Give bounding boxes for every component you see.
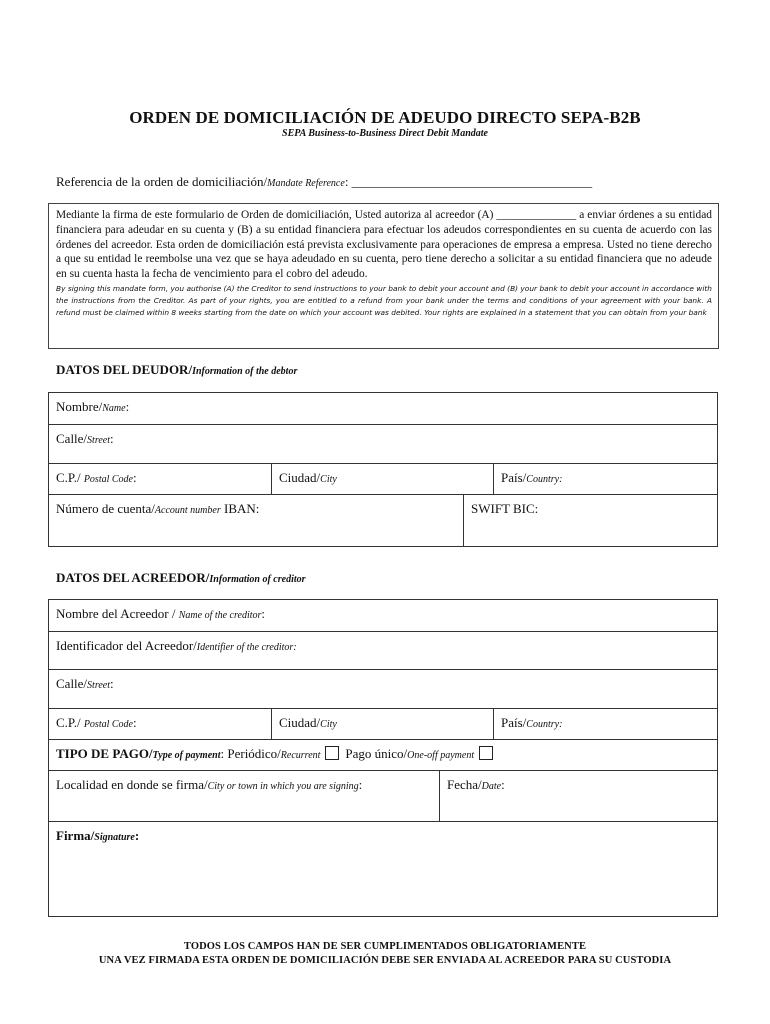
creditor-name-label-en: Name of the creditor [178, 610, 262, 621]
debtor-street-colon: : [110, 431, 114, 446]
debtor-name-label-en: Name [102, 403, 126, 414]
footer-mandatory-note: TODOS LOS CAMPOS HAN DE SER CUMPLIMENTADOS OBLIGATORIAMENTE [183, 941, 587, 952]
creditor-street-row [49, 670, 717, 709]
signing-city-label: Localidad en donde se firma/ [56, 777, 208, 792]
debtor-city-label: Ciudad/ [279, 470, 321, 485]
creditor-country-label: País/ [501, 715, 527, 730]
payment-type-field [49, 740, 717, 770]
signing-city-label-en: City or town in which you are signing [207, 781, 359, 792]
signature-field[interactable] [49, 822, 717, 916]
debtor-city-field[interactable] [271, 464, 493, 494]
mandate-terms-box [48, 203, 719, 349]
creditor-section-label-en: Information of creditor [209, 574, 306, 585]
debtor-name-field[interactable] [49, 393, 717, 424]
creditor-name-colon: : [261, 606, 266, 621]
debtor-section-label-en: Information of the debtor [192, 366, 298, 377]
debtor-street-field[interactable] [49, 425, 717, 463]
creditor-postal-code-label: C.P./ [56, 715, 81, 730]
signature-label-en: Signature [94, 832, 135, 843]
creditor-name-field[interactable] [49, 600, 717, 631]
creditor-city-label: Ciudad/ [279, 715, 321, 730]
signing-date-label: Fecha/ [447, 777, 482, 792]
mandate-terms-en: By signing this mandate form, you authorise (A) the Creditor to send instructions to your bank to debit your account and (B) your bank to debit your account in accordance with the instructions from the Creditor. As part of your rights, you are entitled to a refund from your bank under the terms and conditions of your agreement with your bank. A refund must be claimed within 8 weeks starting from the date on which your account was debited. Your rights are explained in a statement that you can obtain from your bank [56, 283, 712, 318]
debtor-postal-code-field[interactable] [49, 464, 271, 494]
one-off-checkbox[interactable] [479, 746, 493, 760]
debtor-section-label: DATOS DEL DEUDOR/ [56, 362, 193, 377]
debtor-section-title [56, 362, 297, 378]
signature-row [49, 822, 717, 916]
creditor-section-title [56, 570, 306, 586]
debtor-city-label-en: City [320, 474, 337, 485]
signature-label: Firma/ [56, 828, 95, 843]
debtor-street-row [49, 425, 717, 464]
debtor-name-colon: : [125, 399, 130, 414]
creditor-street-colon: : [110, 676, 114, 691]
debtor-account-row [49, 495, 717, 546]
signing-place-row [49, 771, 717, 822]
page-subtitle: SEPA Business-to-Business Direct Debit Mandate [282, 128, 488, 139]
creditor-postal-code-label-en: Postal Code [83, 719, 133, 730]
debtor-country-label-en: Country: [526, 474, 563, 485]
debtor-postal-code-colon: : [133, 470, 137, 485]
debtor-country-field[interactable] [493, 464, 717, 494]
creditor-street-label: Calle/ [56, 676, 88, 691]
creditor-street-field[interactable] [49, 670, 717, 708]
debtor-postal-code-label: C.P./ [56, 470, 81, 485]
creditor-form [48, 599, 718, 917]
debtor-iban-label: IBAN: [220, 501, 260, 516]
debtor-name-label: Nombre/ [56, 399, 103, 414]
footer-custody-note: UNA VEZ FIRMADA ESTA ORDEN DE DOMICILIACIÓN DEBE SER ENVIADA AL ACREEDOR PARA SU CUSTODIA [98, 955, 672, 966]
creditor-postal-code-field[interactable] [49, 709, 271, 739]
creditor-identifier-label: Identificador del Acreedor/ [56, 638, 197, 653]
debtor-name-row [49, 393, 717, 425]
debtor-swift-label: SWIFT BIC: [471, 501, 539, 516]
payment-type-label-en: Type of payment [152, 750, 221, 761]
creditor-postal-code-colon: : [133, 715, 137, 730]
payment-type-row [49, 740, 717, 771]
payment-type-label: TIPO DE PAGO/ [56, 746, 153, 761]
debtor-street-label-en: Street [87, 435, 111, 446]
signing-date-colon: : [501, 777, 505, 792]
creditor-address-row [49, 709, 717, 740]
creditor-country-label-en: Country: [526, 719, 563, 730]
debtor-postal-code-label-en: Postal Code [83, 474, 133, 485]
mandate-reference-field[interactable] [56, 174, 592, 190]
debtor-form [48, 392, 718, 547]
signing-city-field[interactable] [49, 771, 439, 821]
creditor-identifier-row [49, 632, 717, 670]
recurrent-checkbox[interactable] [325, 746, 339, 760]
payment-oneoff-label: Pago único/ [345, 746, 408, 761]
mandate-terms-es: Mediante la firma de este formulario de Orden de domiciliación, Usted autoriza al acreedor (A) ______________ a enviar órdenes a su entidad financiera para adeudar en su cuenta y (B) a su entidad financiera para efectuar los adeudos correspondientes en su cuenta de acuerdo con las órdenes del acreedor. Esta orden de domiciliación está prevista exclusivamente para operaciones de empresa a empresa. Usted no tiene derecho a que su entidad le reembolse una vez que se haya adeudado en su cuenta, pero tiene derecho a solicitar a su entidad financiera que no adeude en su cuenta hasta la fecha de vencimiento para el cobro del adeudo. [56, 209, 712, 281]
creditor-street-label-en: Street [87, 680, 111, 691]
signing-date-field[interactable] [439, 771, 717, 821]
signing-date-label-en: Date [481, 781, 502, 792]
creditor-name-row [49, 600, 717, 632]
payment-recurrent-label: : Periódico/ [220, 746, 281, 761]
debtor-account-label: Número de cuenta/ [56, 501, 155, 516]
creditor-section-label: DATOS DEL ACREEDOR/ [56, 570, 210, 585]
creditor-city-field[interactable] [271, 709, 493, 739]
creditor-identifier-label-en: Identifier of the creditor: [196, 642, 297, 653]
mandate-reference-label-en: Mandate Reference [267, 178, 345, 189]
creditor-identifier-field[interactable] [49, 632, 717, 669]
debtor-account-label-en: Account number [154, 505, 221, 516]
mandate-reference-label: Referencia de la orden de domiciliación/ [56, 174, 268, 189]
creditor-city-label-en: City [320, 719, 337, 730]
payment-recurrent-label-en: Recurrent [280, 750, 321, 761]
debtor-street-label: Calle/ [56, 431, 88, 446]
debtor-swift-field[interactable] [463, 495, 717, 546]
creditor-name-label: Nombre del Acreedor / [56, 606, 179, 621]
signature-colon: : [134, 828, 140, 843]
page-title: ORDEN DE DOMICILIACIÓN DE ADEUDO DIRECTO SEPA-B2B [129, 108, 641, 127]
debtor-address-row [49, 464, 717, 495]
debtor-country-label: País/ [501, 470, 527, 485]
signing-city-colon: : [358, 777, 363, 792]
creditor-country-field[interactable] [493, 709, 717, 739]
debtor-iban-field[interactable] [49, 495, 463, 546]
mandate-reference-blank: : _____________________________________ [344, 174, 593, 189]
payment-oneoff-label-en: One-off payment [407, 750, 475, 761]
